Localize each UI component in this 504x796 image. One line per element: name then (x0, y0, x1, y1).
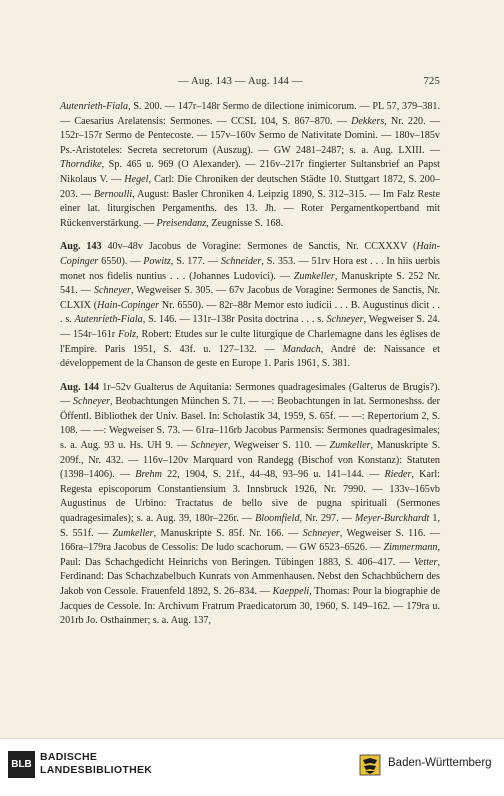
entry-text: , Carl: Die Chroniken der deutschen Städte 10. Stuttgart 1872, S. 200–203. — (60, 173, 440, 200)
author-name: Preisendanz (156, 217, 207, 229)
author-name: Schneyer (93, 285, 131, 297)
blb-logo[interactable]: BLB (8, 751, 35, 778)
entry-text: , S. 353. — 51rv Hora est . . . In hiis uerbis monet nos fidelis nuntius . . . (Johannes Ludovici). — (60, 255, 440, 282)
entry-text: , Zeugnisse S. 168. (206, 217, 284, 229)
author-name: Dekkers (351, 115, 385, 127)
baden-wuerttemberg-label[interactable]: Baden-Württemberg (388, 757, 492, 769)
entry-text: , Wegweiser S. 116. — 166ra–179ra Jacobus de Cessolis: De ludo scachorum. — GW 6523–6526. — (60, 527, 440, 554)
author-name: Zumkeller (329, 440, 371, 452)
entry-text: , Karl: Regesta episcoporum Constantiensium 3. Innsbruck 1926, Nr. 7990. — 133v–165vb Augustinus de Urbino: Tractatus de bello sive de pugna spirituali (Sermones quadragesimales); s. a. Aug. 39, 180r–226r. — (60, 469, 440, 525)
author-name: Schneyer (190, 440, 228, 452)
author-name: Schneyer (326, 314, 364, 326)
author-name: Zumkeller (112, 527, 154, 539)
author-name: Thorndike (60, 159, 102, 171)
entry-text: , Wegweiser S. 24. — 154r–161r (60, 314, 440, 340)
author-name: Schneyer (72, 396, 111, 408)
entry-text: , André de: Naissance et développement de la Chanson de geste en Europe 1. Paris 1961, S. 381. (60, 343, 440, 370)
catalog-text (60, 100, 440, 638)
baden-wuerttemberg-crest-icon (357, 752, 383, 778)
entry-text: 6550). — (98, 255, 144, 267)
entry-text: , Manuskripte S. 252 Nr. 541. — (60, 270, 441, 297)
entry-text: , Ferdinand: Das Schachzabelbuch Kunrats von Ammenhausen. Nebst den Schachbüchern des Jakob von Cessole. Frauenfeld 1892, S. 26–834. — (60, 556, 440, 597)
author-name: Folz (118, 328, 137, 340)
author-name: Zimmermann (383, 542, 438, 554)
page-number: 725 (423, 76, 440, 87)
blb-name-line1: BADISCHE (40, 751, 98, 763)
entry-text: , Nr. 297. — (299, 513, 355, 525)
entry-text: , Manuskripte S. 85f. Nr. 166. — (153, 527, 303, 539)
catalog-entry (60, 381, 440, 629)
author-name: Hain-Copinger (97, 299, 160, 311)
entry-text: 40v–48v Jacobus de Voragine: Sermones de Sanctis, Nr. CCXXXV ( (101, 241, 417, 253)
entry-text: , S. 177. — (170, 255, 221, 267)
catalog-entry (60, 240, 440, 371)
entry-text: , Robert: Etudes sur le culte liturgique de Charlemagne dans les églises de l'Empire. Paris 1951, S. 43f. u. 127–132. — (60, 328, 440, 355)
author-name: Mandach (282, 343, 321, 355)
author-name: Hain-Copinger (60, 241, 440, 267)
entry-text: 1, S. 551f. — (60, 513, 441, 539)
running-title: — Aug. 143 — Aug. 144 — (178, 76, 303, 87)
entry-text: , Nr. 220. — 152r–157r Sermo de Pentecoste. — 157v–160v Sermo de Nativitate Domini. — 180v–185v Ps.-Aristoteles: Secreta secretorum (Auszug). — GW 2481–2487; s. a. Aug. LXIII. — (60, 115, 440, 156)
entry-text: , Thomas: Pour la biographie de Jacques de Cessole. In: Archivum Fratrum Praedicatorum 30, 1960, S. 149–162. — 179ra u. 201rb Jo. Osthainmer; s. a. Aug. 137, (60, 586, 440, 627)
entry-text: 1r–52v Gualterus de Aquitania: Sermones quadragesimales (Galterus de Brugis?). — (60, 381, 440, 408)
author-name: Autenrieth-Fiala (74, 314, 143, 326)
author-name: Bernoulli (93, 188, 133, 200)
blb-name[interactable] (40, 751, 152, 777)
author-name: Zumkeller (293, 270, 335, 282)
author-name: Rieder (384, 469, 412, 481)
entry-text: , Wegweiser S. 305. — 67v Jacobus de Voragine: Sermones de Sanctis, Nr. CLXIX ( (60, 285, 440, 311)
author-name: Brehm (135, 469, 162, 481)
shelfmark: Aug. 144 (60, 381, 99, 393)
entry-text: , Sp. 465 u. 969 (O Alexander). — 216v–217r fingierter Sultansbrief an Papst Nikolaus V. — (60, 159, 440, 185)
author-name: Hegel (124, 173, 149, 185)
entry-text: , S. 146. — 131r–138r Posita doctrina . . . s. (142, 314, 327, 326)
blb-name-line2: LANDESBIBLIOTHEK (40, 764, 153, 776)
entry-text: Nr. 6550). — 82r–88r Memor esto iudicii . . . B. Augustinus dicit . . . s. (60, 299, 440, 326)
entry-text: , Beobachtungen München S. 71. — —: Beobachtungen in lat. Sermoneshss. der Öffentl. Bibliothek der Univ. Basel. In: Scholastik 34, 1959, S. 65f. — —: Repertorium 2, S. 108. — —: Wegweiser S. 73. — 61ra–116rb Jacobus Parmensis: Sermones quadragesimales; s. a. Aug. 93 u. Hs. UH 9. — (60, 396, 440, 452)
entry-text: , S. 200. — 147r–148r Sermo de dilectione inimicorum. — PL 57, 379–381. — Caesarius Arelatensis: Sermones. — CCSL 104, S. 867–870. — (60, 101, 440, 127)
entry-text: , Paul: Das Schachgedicht Heinrichs von Beringen. Tübingen 1883, S. 406–417. — (60, 542, 440, 568)
author-name: Powitz (143, 255, 171, 267)
author-name: Schneyer (302, 527, 340, 539)
shelfmark: Aug. 143 (60, 241, 102, 253)
author-name: Kaeppeli (272, 586, 310, 597)
author-name: Meyer-Burckhardt (354, 513, 430, 525)
catalog-entry (60, 100, 440, 231)
author-name: Bloomfield (255, 513, 300, 525)
entry-text: , Wegweiser S. 110. — (227, 440, 330, 452)
entry-text: , August: Basler Chroniken 4. Leipzig 1890, S. 312–315. — Im Falz Reste einer lat. liturgischen Pergamenths. des 13. Jh. — Roter Pergamentkopertband mit Rückenverstärkung. — (60, 188, 440, 229)
author-name: Vetter (413, 556, 438, 568)
entry-text: 22, 1904, S. 21f., 44–48, 93–96 u. 141–144. — (161, 469, 385, 481)
footer-bar (0, 738, 504, 796)
author-name: Autenrieth-Fiala (60, 101, 129, 112)
entry-text: , Manuskripte S. 209f., Nr. 432. — 116v–120v Marquard von Randegg (Bischof von Konstanz): Statuten (1398–1406). — (60, 440, 440, 481)
author-name: Schneider (220, 255, 262, 267)
